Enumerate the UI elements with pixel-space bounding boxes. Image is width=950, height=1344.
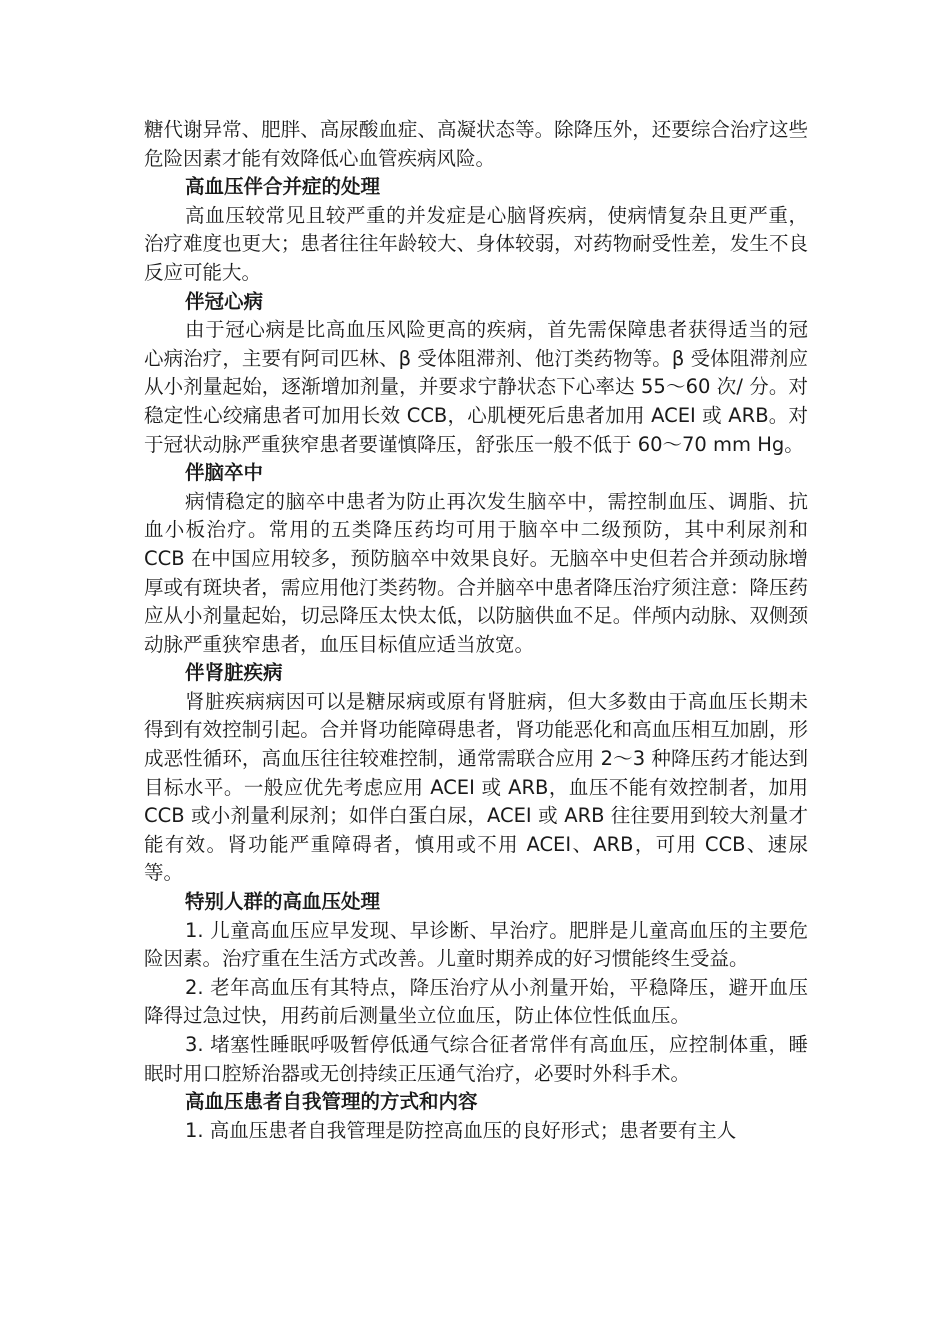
paragraph-sleep-apnea: 3. 堵塞性睡眠呼吸暂停低通气综合征者常伴有高血压，应控制体重，睡眠时用口腔矫治器或无创持续正压通气治疗，必要时外科手术。: [144, 1033, 808, 1085]
section-heading-comorbidity: 高血压伴合并症的处理: [185, 175, 381, 199]
paragraph-children: 1. 儿童高血压应早发现、早诊断、早治疗。肥胖是儿童高血压的主要危险因素。治疗重在生活方式改善。儿童时期养成的好习惯能终生受益。: [144, 918, 808, 971]
paragraph-coronary: 由于冠心病是比高血压风险更高的疾病，首先需保障患者获得适当的冠心病治疗，主要有阿司匹林、β 受体阻滞剂、他汀类药物等。β 受体阻滞剂应从小剂量起始，逐渐增加剂量，并要求宁静状态下心率达 55～60 次/ 分。对稳定性心绞痛患者可加用长效 CCB，心肌梗死后患者加用 ACEI 或 ARB。对于冠状动脉严重狭窄患者要谨慎降压，舒张压一般不低于 60～70 mm Hg。: [144, 318, 808, 456]
paragraph-elderly: 2. 老年高血压有其特点，降压治疗从小剂量开始，平稳降压，避开血压降得过急过快，用药前后测量坐立位血压，防止体位性低血压。: [144, 975, 808, 1028]
paragraph-self-management: 1. 高血压患者自我管理是防控高血压的良好形式；患者要有主人: [185, 1118, 737, 1142]
paragraph-stroke: 病情稳定的脑卒中患者为防止再次发生脑卒中，需控制血压、调脂、抗血小板治疗。常用的五类降压药均可用于脑卒中二级预防，其中利尿剂和 CCB 在中国应用较多，预防脑卒中效果良好。无脑卒中史但若合并颈动脉增厚或有斑块者，需应用他汀类药物。合并脑卒中患者降压治疗须注意：降压药应从小剂量起始，切忌降压太快太低，以防脑供血不足。伴颅内动脉、双侧颈动脉严重狭窄患者，血压目标值应适当放宽。: [144, 489, 808, 656]
section-heading-coronary: 伴冠心病: [185, 289, 264, 313]
section-heading-kidney: 伴肾脏疾病: [185, 661, 283, 685]
section-heading-self-management: 高血压患者自我管理的方式和内容: [185, 1090, 478, 1114]
section-heading-special-groups: 特别人群的高血压处理: [185, 890, 381, 914]
section-heading-stroke: 伴脑卒中: [185, 461, 264, 485]
paragraph-continuation: 糖代谢异常、肥胖、高尿酸血症、高凝状态等。除降压外，还要综合治疗这些危险因素才能有效降低心血管疾病风险。: [144, 118, 808, 170]
paragraph-comorbidity: 高血压较常见且较严重的并发症是心脑肾疾病，使病情复杂且更严重，治疗难度也更大；患者往往年龄较大、身体较弱，对药物耐受性差，发生不良反应可能大。: [144, 203, 808, 284]
document-body: [144, 116, 808, 1145]
paragraph-kidney: 肾脏疾病病因可以是糖尿病或原有肾脏病，但大多数由于高血压长期未得到有效控制引起。合并肾功能障碍患者，肾功能恶化和高血压相互加剧，形成恶性循环，高血压往往较难控制，通常需联合应用 2～3 种降压药才能达到目标水平。一般应优先考虑应用 ACEI 或 ARB，血压不能有效控制者，加用 CCB 或小剂量利尿剂；如伴白蛋白尿，ACEI 或 ARB 往往要用到较大剂量才能有效。肾功能严重障碍者，慎用或不用 ACEI、ARB，可用 CCB、速尿等。: [144, 689, 808, 885]
